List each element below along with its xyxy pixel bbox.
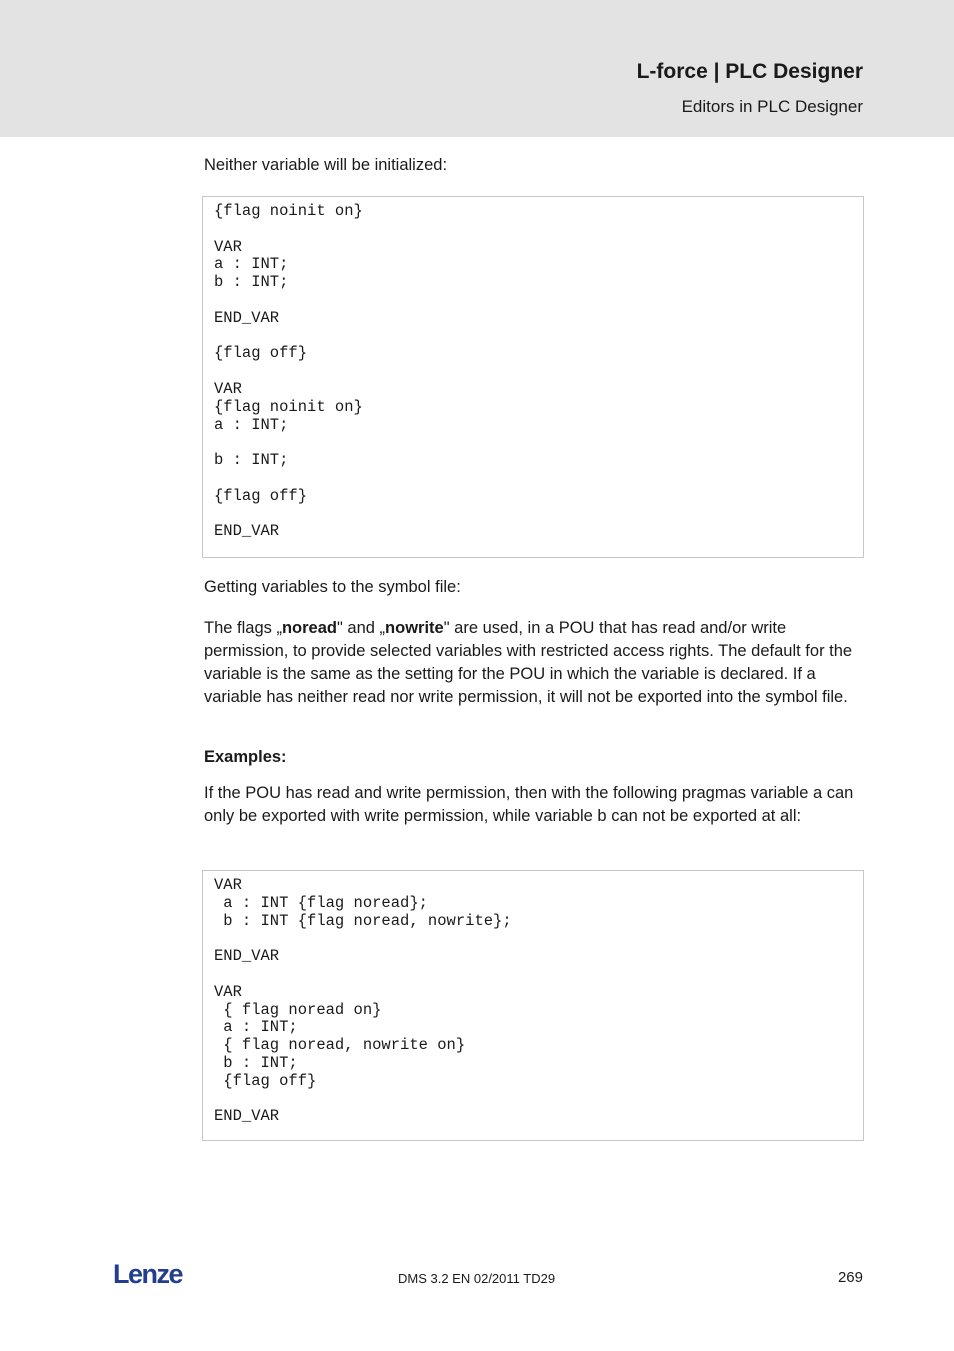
flags-paragraph-part2: " and „ (336, 619, 386, 637)
example-paragraph: If the POU has read and write permission, then with the following pragmas variable a can only be exported with write permission, while variable b can not be exported at all: (204, 784, 854, 825)
intro-paragraph-1: Neither variable will be initialized: (204, 156, 448, 174)
lenze-logo: Lenze (113, 1259, 183, 1289)
code-block-1-text: {flag noinit on} VAR a : INT; b : INT; END_VAR {flag off} VAR {flag noinit on} a : INT; b : INT; {flag off} END_VAR (214, 202, 363, 541)
flags-paragraph-part3: " are used, in a POU that has read and/or write permission, to provide selected variables with restricted access rights. The default for the variable is the same as the setting for the POU in which the variable is declared. If a variable has neither read nor write permission, it will not be exported into the symbol file. (204, 619, 853, 706)
document-id: DMS 3.2 EN 02/2011 TD29 (398, 1271, 556, 1286)
code-block-2-text: VAR a : INT {flag noread}; b : INT {flag noread, nowrite}; END_VAR VAR { flag noread on} a : INT; { flag noread, nowrite on} b : INT; {flag off} END_VAR (214, 876, 512, 1126)
code-block-2 (202, 870, 864, 1141)
code-block-1 (202, 196, 864, 558)
flags-paragraph (204, 617, 858, 709)
header-subtitle: Editors in PLC Designer (681, 97, 863, 116)
intro-paragraph-2: Getting variables to the symbol file: (204, 578, 461, 596)
nowrite-keyword: nowrite (385, 619, 444, 637)
page-header (0, 0, 954, 137)
examples-heading: Examples: (204, 748, 287, 766)
page-number: 269 (837, 1269, 863, 1286)
header-title: L-force | PLC Designer (636, 60, 863, 83)
noread-keyword: noread (281, 619, 337, 637)
flags-paragraph-part1: The flags „ (204, 619, 282, 637)
